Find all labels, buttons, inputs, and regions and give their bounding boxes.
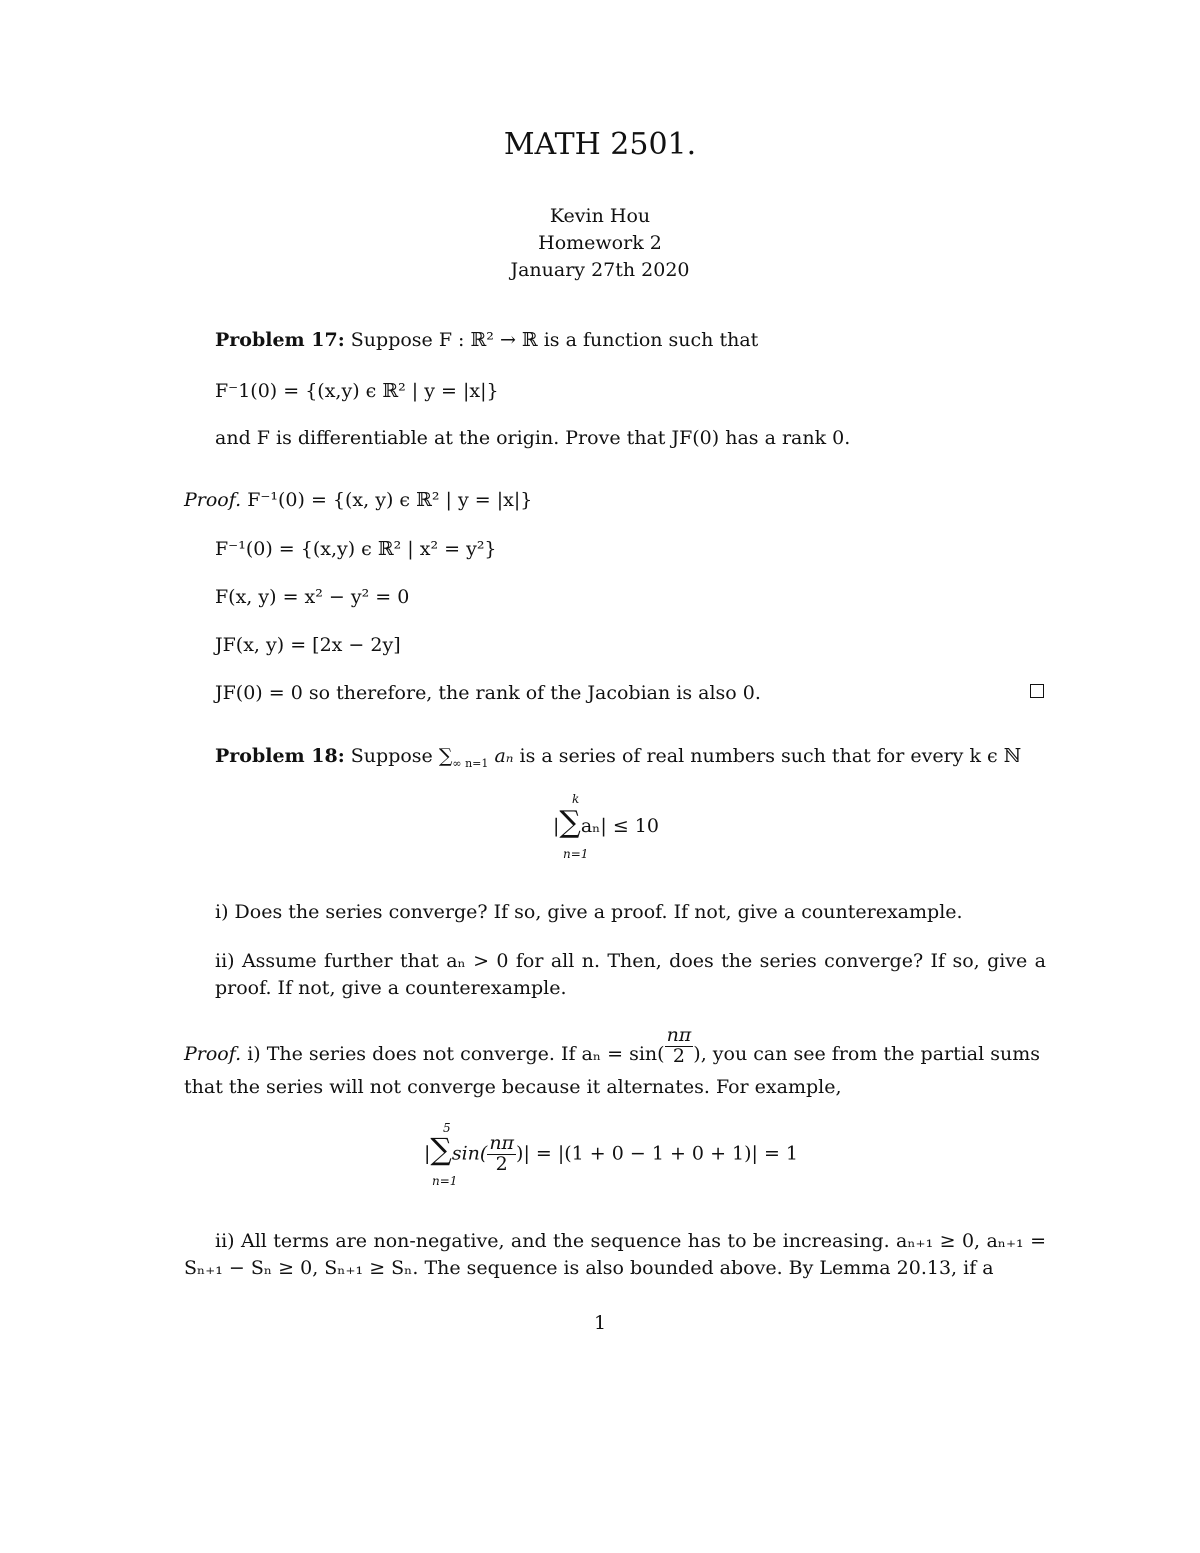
problem-18-pre: Suppose [350, 745, 433, 767]
display-bar-left: | [553, 815, 560, 837]
fraction-numerator: nπ [666, 1023, 692, 1046]
author-name: Kevin Hou [549, 205, 651, 227]
page-number: 1 [593, 1312, 607, 1334]
problem-17-label: Problem 17: [215, 329, 345, 351]
example-sin: sin( [451, 1142, 488, 1165]
example-bar-left: | [424, 1142, 431, 1165]
document-date: January 27th 2020 [510, 259, 690, 281]
problem-17-text: Suppose F : ℝ² → ℝ is a function such that [350, 329, 759, 351]
problem-18-part-ii [215, 948, 1046, 1002]
problem-18-post: is a series of real numbers such that for every k ϵ ℕ [519, 745, 1022, 767]
proof-label: Proof. [184, 1043, 242, 1065]
problem-17-proof-line-1 [184, 489, 532, 511]
display-sum-lower: n=1 [563, 847, 589, 861]
example-sum-upper: 5 [443, 1121, 451, 1135]
proof-math: F⁻¹(0) = {(x, y) ϵ ℝ² | y = |x|} [247, 489, 533, 511]
display-rhs: aₙ| ≤ 10 [580, 815, 659, 837]
problem-18-statement [215, 745, 1021, 770]
problem-17-proof-line-4: JF(x, y) = [2x − 2y] [215, 634, 401, 656]
proof-i-b: ), you can see from the partial sums [693, 1043, 1041, 1065]
problem-17-statement [215, 329, 758, 351]
display-sum [553, 805, 659, 840]
problem-17-condition: and F is differentiable at the origin. Prove that JF(0) has a rank 0. [215, 427, 851, 449]
example-sum-lower: n=1 [432, 1174, 458, 1188]
n-pi-over-2-fraction [665, 1023, 694, 1067]
problem-18-part-ii-text: ii) Assume further that aₙ > 0 for all n. Then, does the series converge? If so, give a proof. If not, give a counterexample. [215, 950, 1046, 999]
example-fraction-numerator: nπ [489, 1132, 515, 1154]
proof-label: Proof. [184, 489, 242, 511]
summation-icon: ∑ [438, 745, 453, 767]
problem-17-proof-line-3: F(x, y) = x² − y² = 0 [215, 586, 410, 608]
document-title: MATH 2501. [503, 127, 697, 162]
fraction-denominator: 2 [672, 1044, 685, 1067]
example-fraction-denominator: 2 [495, 1152, 508, 1175]
example-fraction [487, 1134, 516, 1175]
example-sum [424, 1134, 798, 1175]
problem-18-proof-ii: ii) All terms are non-negative, and the sequence has to be increasing. aₙ₊₁ ≥ 0, aₙ₊₁ = Sₙ₊₁ − Sₙ ≥ 0, Sₙ₊₁ ≥ Sₙ. The sequence is also bounded above. By Lemma 20.13, if a [184, 1230, 1046, 1279]
problem-17-preimage: F⁻1(0) = {(x,y) ϵ ℝ² | y = |x|} [215, 380, 499, 402]
display-sum-upper: k [572, 792, 580, 806]
problem-18-part-i: i) Does the series converge? If so, give a proof. If not, give a counterexample. [215, 901, 963, 923]
series-limits: ∞ n=1 [452, 756, 489, 770]
summation-icon: ∑ [559, 805, 581, 840]
proof-i-a: i) The series does not converge. If aₙ = sin( [247, 1043, 665, 1065]
problem-17-proof-line-5: JF(0) = 0 so therefore, the rank of the Jacobian is also 0. [215, 682, 761, 704]
problem-17-proof-line-2: F⁻¹(0) = {(x,y) ϵ ℝ² | x² = y²} [215, 538, 497, 560]
summation-icon: ∑ [430, 1132, 452, 1168]
series-term: aₙ [494, 745, 514, 767]
assignment-name: Homework 2 [538, 232, 662, 254]
problem-18-label: Problem 18: [215, 745, 345, 767]
qed-square-icon [1030, 684, 1044, 698]
problem-18-proof-line-2: that the series will not converge because it alternates. For example, [184, 1076, 842, 1098]
example-rhs: )| = |(1 + 0 − 1 + 0 + 1)| = 1 [516, 1142, 799, 1165]
